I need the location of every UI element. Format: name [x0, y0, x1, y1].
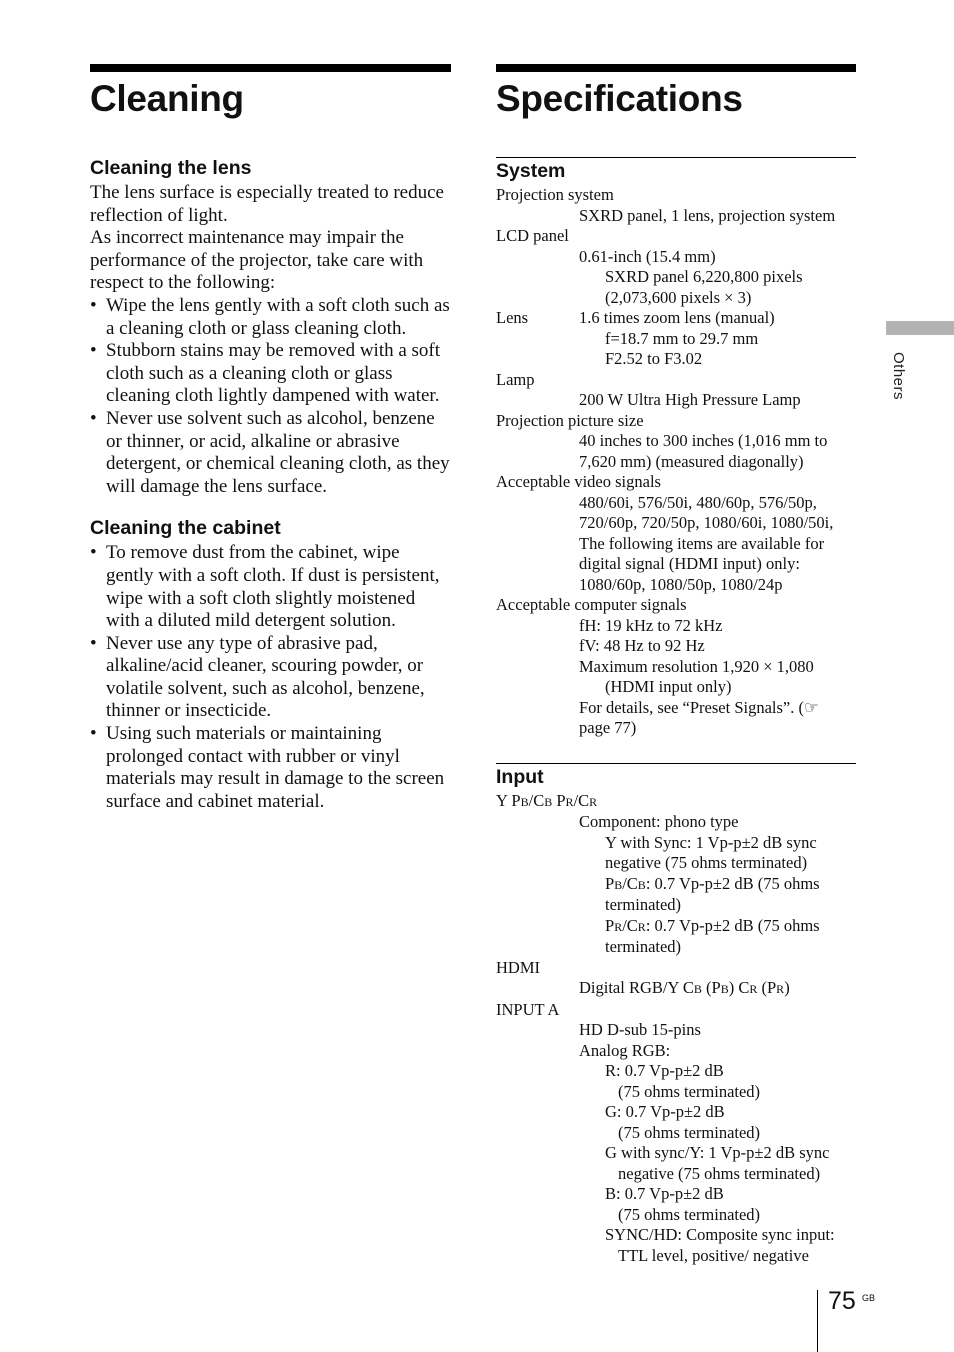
spec-label: Projection system — [496, 185, 614, 204]
spec-value: page 77) — [579, 718, 637, 737]
page-title-cleaning: Cleaning — [90, 78, 244, 119]
spec-value: terminated) — [605, 937, 682, 956]
spec-value: SXRD panel, 1 lens, projection system — [579, 205, 836, 225]
spec-value: SYNC/HD: Composite sync input: — [605, 1225, 835, 1244]
spec-value: (75 ohms terminated) — [618, 1122, 761, 1142]
spec-value: G with sync/Y: 1 Vp-p±2 dB sync — [605, 1143, 830, 1162]
spec-value: The following items are available for — [579, 533, 825, 553]
spec-value: SXRD panel 6,220,800 pixels — [605, 267, 803, 286]
section-divider — [496, 157, 856, 158]
spec-value: fH: 19 kHz to 72 kHz — [579, 615, 723, 635]
heading-cleaning-lens: Cleaning the lens — [90, 157, 252, 179]
spec-value: 0.61-inch (15.4 mm) — [579, 246, 716, 266]
list-item: • Never use solvent such as alcohol, benzene or thinner, or acid, alkaline or abrasive detergent, or chemical cleaning cloth, as they will damage the lens surface. — [90, 408, 451, 498]
spec-value: terminated) — [605, 895, 682, 914]
spec-value: fV: 48 Hz to 92 Hz — [579, 636, 705, 655]
list-item: • Never use any type of abrasive pad, alkaline/acid cleaner, scouring powder, or volatile solvent, such as alcohol, benzene, thinner or insecticide. — [90, 633, 451, 723]
spec-value: 1080/60p, 1080/50p, 1080/24p — [579, 574, 783, 594]
spec-value: TTL level, positive/ negative — [618, 1245, 809, 1265]
specifications-column — [496, 64, 856, 1266]
spec-label: Lamp — [496, 369, 535, 389]
list-item: • To remove dust from the cabinet, wipe gently with a soft cloth. If dust is persistent, wipe with a soft cloth slightly moistened with a diluted mild detergent solution. — [90, 542, 451, 632]
spec-value-pr: PR/CR: 0.7 Vp-p±2 dB (75 ohms — [605, 915, 820, 935]
spec-value: digital signal (HDMI input) only: — [579, 554, 800, 573]
spec-value: 7,620 mm) (measured diagonally) — [579, 451, 804, 471]
spec-value: 40 inches to 300 inches (1,016 mm to — [579, 431, 828, 450]
spec-label: Lens — [496, 308, 529, 327]
spec-value: negative (75 ohms terminated) — [605, 853, 808, 872]
system-specs — [496, 185, 856, 739]
spec-label: Acceptable computer signals — [496, 595, 687, 614]
spec-label: LCD panel — [496, 226, 569, 245]
title-bar — [90, 64, 451, 72]
spec-value-hdmi: Digital RGB/Y CB (PB) CR (PR) — [579, 978, 790, 997]
page-language-code: GB — [862, 1293, 876, 1303]
list-item: • Stubborn stains may be removed with a soft cloth such as a cleaning cloth or glass cleaning cloth lightly dampened with water. — [90, 340, 451, 408]
spec-value: B: 0.7 Vp-p±2 dB — [605, 1184, 724, 1203]
spec-value: 200 W Ultra High Pressure Lamp — [579, 390, 801, 409]
spec-label: Acceptable video signals — [496, 472, 661, 491]
spec-value: Component: phono type — [579, 812, 739, 831]
heading-system: System — [496, 160, 566, 182]
spec-label: HDMI — [496, 957, 540, 977]
spec-value: G: 0.7 Vp-p±2 dB — [605, 1102, 725, 1121]
cleaning-column — [90, 64, 451, 813]
spec-value: R: 0.7 Vp-p±2 dB — [605, 1061, 724, 1080]
spec-value: (75 ohms terminated) — [618, 1081, 761, 1101]
spec-value: 1.6 times zoom lens (manual) — [579, 308, 775, 327]
section-tab-marker — [886, 321, 954, 335]
spec-value: (2,073,600 pixels × 3) — [605, 287, 752, 307]
spec-value: HD D-sub 15-pins — [579, 1020, 701, 1039]
spec-value: 480/60i, 576/50i, 480/60p, 576/50p, — [579, 492, 817, 512]
spec-value: Maximum resolution 1,920 × 1,080 — [579, 656, 814, 676]
input-specs — [496, 791, 856, 1267]
section-divider — [496, 763, 856, 764]
list-item: • Wipe the lens gently with a soft cloth such as a cleaning cloth or glass cleaning cloth. — [90, 295, 451, 340]
lens-bullet-list — [90, 295, 451, 498]
spec-label: INPUT A — [496, 999, 560, 1019]
spec-value: Y with Sync: 1 Vp-p±2 dB sync — [605, 832, 817, 852]
heading-input: Input — [496, 765, 544, 788]
heading-cleaning-cabinet: Cleaning the cabinet — [90, 517, 281, 540]
spec-row-lens — [496, 308, 856, 329]
spec-label: Projection picture size — [496, 410, 644, 430]
spec-value: (HDMI input only) — [605, 677, 732, 696]
page-number-divider — [817, 1290, 818, 1352]
cabinet-bullet-list — [90, 542, 451, 813]
spec-value-pb: PB/CB: 0.7 Vp-p±2 dB (75 ohms — [605, 873, 820, 893]
title-bar — [496, 64, 856, 72]
spec-value: F2.52 to F3.02 — [605, 349, 703, 368]
spec-value: Analog RGB: — [579, 1040, 671, 1060]
page-title-specifications: Specifications — [496, 78, 743, 119]
lens-intro-1: The lens surface is especially treated to reduce reflection of light. — [90, 182, 444, 226]
spec-label-ypbpr: Y PB/CB PR/CR — [496, 790, 598, 810]
spec-value: (75 ohms terminated) — [618, 1204, 761, 1224]
spec-value: negative (75 ohms terminated) — [618, 1163, 821, 1183]
page-number: 75 — [828, 1287, 856, 1315]
spec-value: 720/60p, 720/50p, 1080/60i, 1080/50i, — [579, 513, 834, 532]
spec-value: For details, see “Preset Signals”. (☞ — [579, 697, 819, 717]
section-side-label: Others — [890, 352, 907, 401]
spec-value: f=18.7 mm to 29.7 mm — [605, 328, 759, 348]
list-item: • Using such materials or maintaining prolonged contact with rubber or vinyl materials may result in damage to the screen surface and cabinet material. — [90, 723, 451, 813]
lens-intro-2: As incorrect maintenance may impair the performance of the projector, take care with respect to the following: — [90, 227, 424, 294]
